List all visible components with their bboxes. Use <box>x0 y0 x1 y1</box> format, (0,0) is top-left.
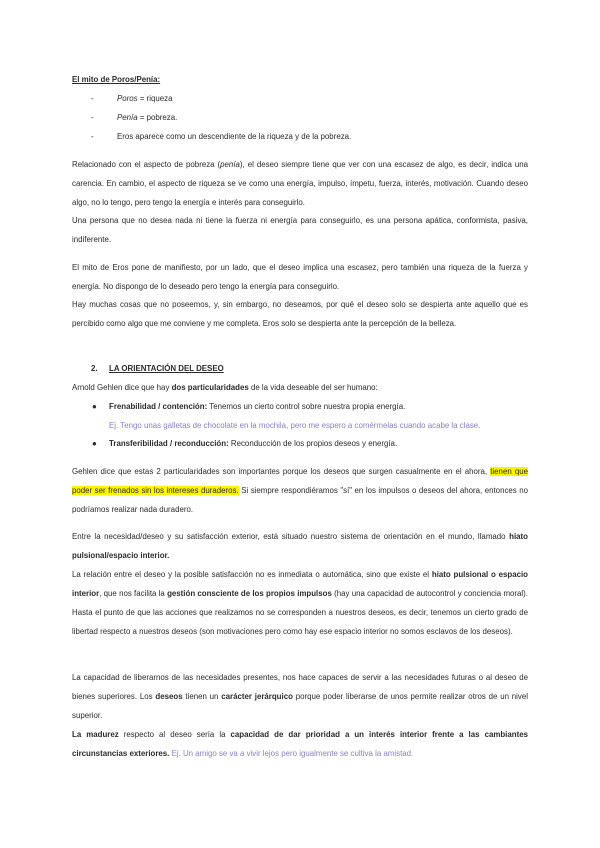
bold-text: dos particularidades <box>171 383 249 392</box>
bold-text: deseos <box>155 692 183 701</box>
text: de la vida deseable del ser humano: <box>248 383 378 392</box>
text: Gehlen dice que estas 2 particularidades son importantes porque los deseos que surgen casualmente en el ahora, <box>72 467 491 476</box>
text: (hay una capacidad de autocontrol y conciencia moral). Hasta el punto de que las acciones que realizamos no se corresponden a nuestros deseos, es decir, tenemos un cierto grado de libertad respecto a nuestros deseos (son motivaciones pero como hay ese espacio interior no somos esclavos de los deseos). <box>72 589 529 636</box>
paragraph <box>72 378 528 397</box>
highlighted-text: tienen que poder ser frenados sin los intereses duraderos. <box>72 467 528 495</box>
bold-text: hiato pulsional/espacio interior. <box>72 532 528 560</box>
paragraph <box>72 668 528 725</box>
example-text: Ej. Tengo unas galletas de chocolate en la mochila, pero me espero a comérmelas cuando acabe la clase. <box>109 421 481 430</box>
bullet-text: Tenemos un cierto control sobre nuestra propia energía. <box>207 402 406 411</box>
paragraph <box>72 527 528 565</box>
dash-marker: - <box>91 132 94 141</box>
section-heading-title: LA ORIENTACIÓN DEL DESEO <box>109 364 224 373</box>
bullet-marker: ● <box>92 439 97 448</box>
paragraph <box>72 565 528 641</box>
text: La relación entre el deseo y la posible satisfacción no es inmediata o automática, sino que existe el <box>72 570 432 579</box>
text: ), el deseo siempre tiene que ver con una escasez de algo, es decir, indica una carencia. En cambio, el aspecto de riqueza se ve como una energía, impulso, ímpetu, fuerza, interés, motivación. Cuando deseo algo, no lo tengo, pero tengo la energía e interés para conseguirlo. <box>72 160 528 207</box>
bold-text: capacidad de dar prioridad a un interés interior frente a las cambiantes circunstancias exteriores. <box>72 730 528 758</box>
bold-text: gestión consciente de los propios impulsos <box>167 589 332 598</box>
bold-text: hiato pulsional o espacio interior <box>72 570 528 598</box>
text: Si siempre respondiéramos "sí" en los impulsos o deseos del ahora, entonces no podríamos realizar nada duradero. <box>72 486 528 514</box>
paragraph <box>72 155 528 212</box>
term: penía <box>220 160 240 169</box>
paragraph <box>72 462 528 519</box>
paragraph: Hay muchas cosas que no poseemos, y, sin embargo, no deseamos, por qué el deseo solo se despierta ante aquello que es percibido como algo que me conviene y me completa. Eros solo se despierta ante la percepción de la belleza. <box>72 300 528 328</box>
paragraph: El mito de Eros pone de manifiesto, por un lado, que el deseo implica una escasez, pero también una riqueza de la fuerza y energía. No dispongo de lo deseado pero tengo la energía para conseguirlo. <box>72 263 528 291</box>
dash-marker: - <box>91 113 94 122</box>
text: Relacionado con el aspecto de pobreza ( <box>72 160 221 169</box>
term-definition: = pobreza. <box>137 113 178 122</box>
paragraph <box>72 725 528 763</box>
bullet-label: Frenabilidad / contención: <box>109 402 208 411</box>
section-number: 2. <box>91 364 98 373</box>
term: Poros <box>117 94 138 103</box>
text: Arnold Gehlen dice que hay <box>72 383 172 392</box>
text: , que nos facilita la <box>99 589 168 598</box>
text: porque poder liberarse de unos permite realizar otros de un nivel superior. <box>72 692 528 720</box>
paragraph: Una persona que no desea nada ni tiene la fuerza ni energía para conseguirlo, es una persona apática, conformista, pasiva, indiferente. <box>72 216 528 244</box>
example-text: Ej. Un amigo se va a vivir lejos pero igualmente se cultiva la amistad. <box>171 749 414 758</box>
dash-marker: - <box>91 94 94 103</box>
list-text: Eros aparece como un descendiente de la riqueza y de la pobreza. <box>117 132 352 141</box>
bullet-text: Reconducción de los propios deseos y energía. <box>228 439 398 448</box>
bold-text: carácter jerárquico <box>221 692 293 701</box>
text: tienen un <box>182 692 222 701</box>
term: Penía <box>117 113 138 122</box>
text: La capacidad de liberarnos de las necesidades presentes, nos hace capaces de servir a las necesidades futuras o al deseo de bienes superiores. Los <box>72 673 528 701</box>
text: respecto al deseo sería la <box>118 730 231 739</box>
section-title: El mito de Poros/Penía: <box>72 75 161 84</box>
bullet-marker: ● <box>92 402 97 411</box>
term-definition: = riqueza <box>137 94 173 103</box>
bullet-label: Transferibilidad / reconducción: <box>109 439 229 448</box>
text: Entre la necesidad/deseo y su satisfacción exterior, está situado nuestro sistema de orientación en el mundo, llamado <box>72 532 510 541</box>
bold-text: La madurez <box>72 730 119 739</box>
